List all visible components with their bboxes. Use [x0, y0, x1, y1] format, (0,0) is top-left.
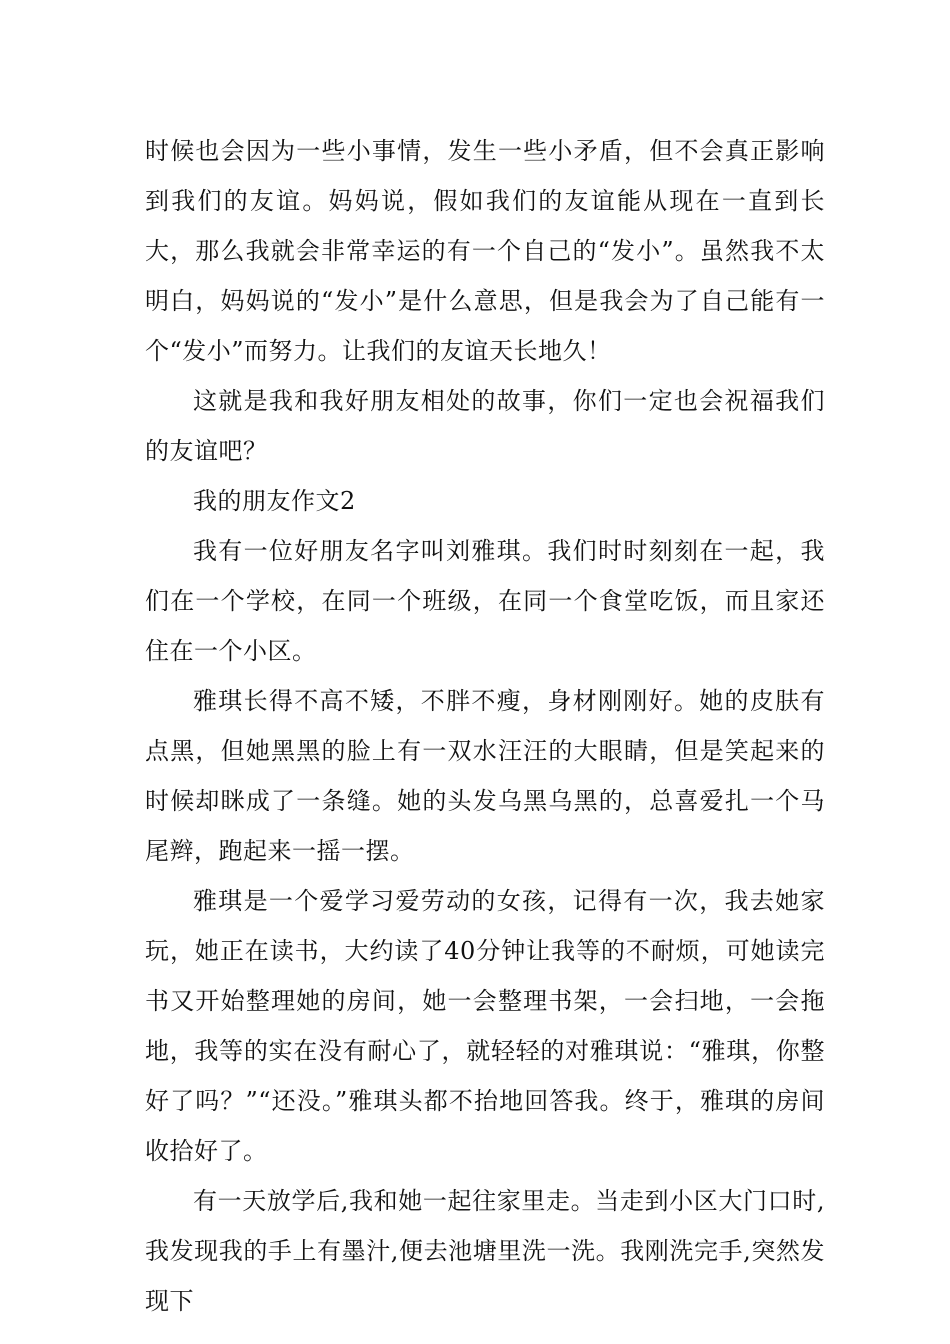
paragraph-after-school: 有一天放学后,我和她一起往家里走。当走到小区大门口时,我发现我的手上有墨汁,便去池塘里洗一洗。我刚洗完手,突然发现下	[145, 1187, 825, 1315]
paragraph-friendship-ending: 时候也会因为一些小事情，发生一些小矛盾，但不会真正影响到我们的友谊。妈妈说，假如我们的友谊能从现在一直到长大，那么我就会非常幸运的有一个自己的“发小”。虽然我不太明白，妈妈说的“发小”是什么意思，但是我会为了自己能有一个“发小”而努力。让我们的友谊天长地久！	[145, 137, 825, 365]
paragraph-hardworking: 雅琪是一个爱学习爱劳动的女孩，记得有一次，我去她家玩，她正在读书，大约读了40分钟让我等的不耐烦，可她读完书又开始整理她的房间，她一会整理书架，一会扫地，一会拖地，我等的实在没有耐心了，就轻轻的对雅琪说：“雅琪，你整好了吗？”“还没。”雅琪头都不抬地回答我。终于，雅琪的房间收拾好了。	[145, 887, 825, 1165]
essay-title: 我的朋友作文2	[193, 487, 356, 515]
paragraph-introduce-friend: 我有一位好朋友名字叫刘雅琪。我们时时刻刻在一起，我们在一个学校，在同一个班级，在同一个食堂吃饭，而且家还住在一个小区。	[145, 537, 825, 665]
paragraph-story-conclusion: 这就是我和我好朋友相处的故事，你们一定也会祝福我们的友谊吧？	[145, 387, 825, 465]
paragraph-appearance: 雅琪长得不高不矮，不胖不瘦，身材刚刚好。她的皮肤有点黑，但她黑黑的脸上有一双水汪汪的大眼睛，但是笑起来的时候却眯成了一条缝。她的头发乌黑乌黑的，总喜爱扎一个马尾辫，跑起来一摇一摆。	[145, 687, 825, 865]
document-body	[145, 126, 825, 1326]
